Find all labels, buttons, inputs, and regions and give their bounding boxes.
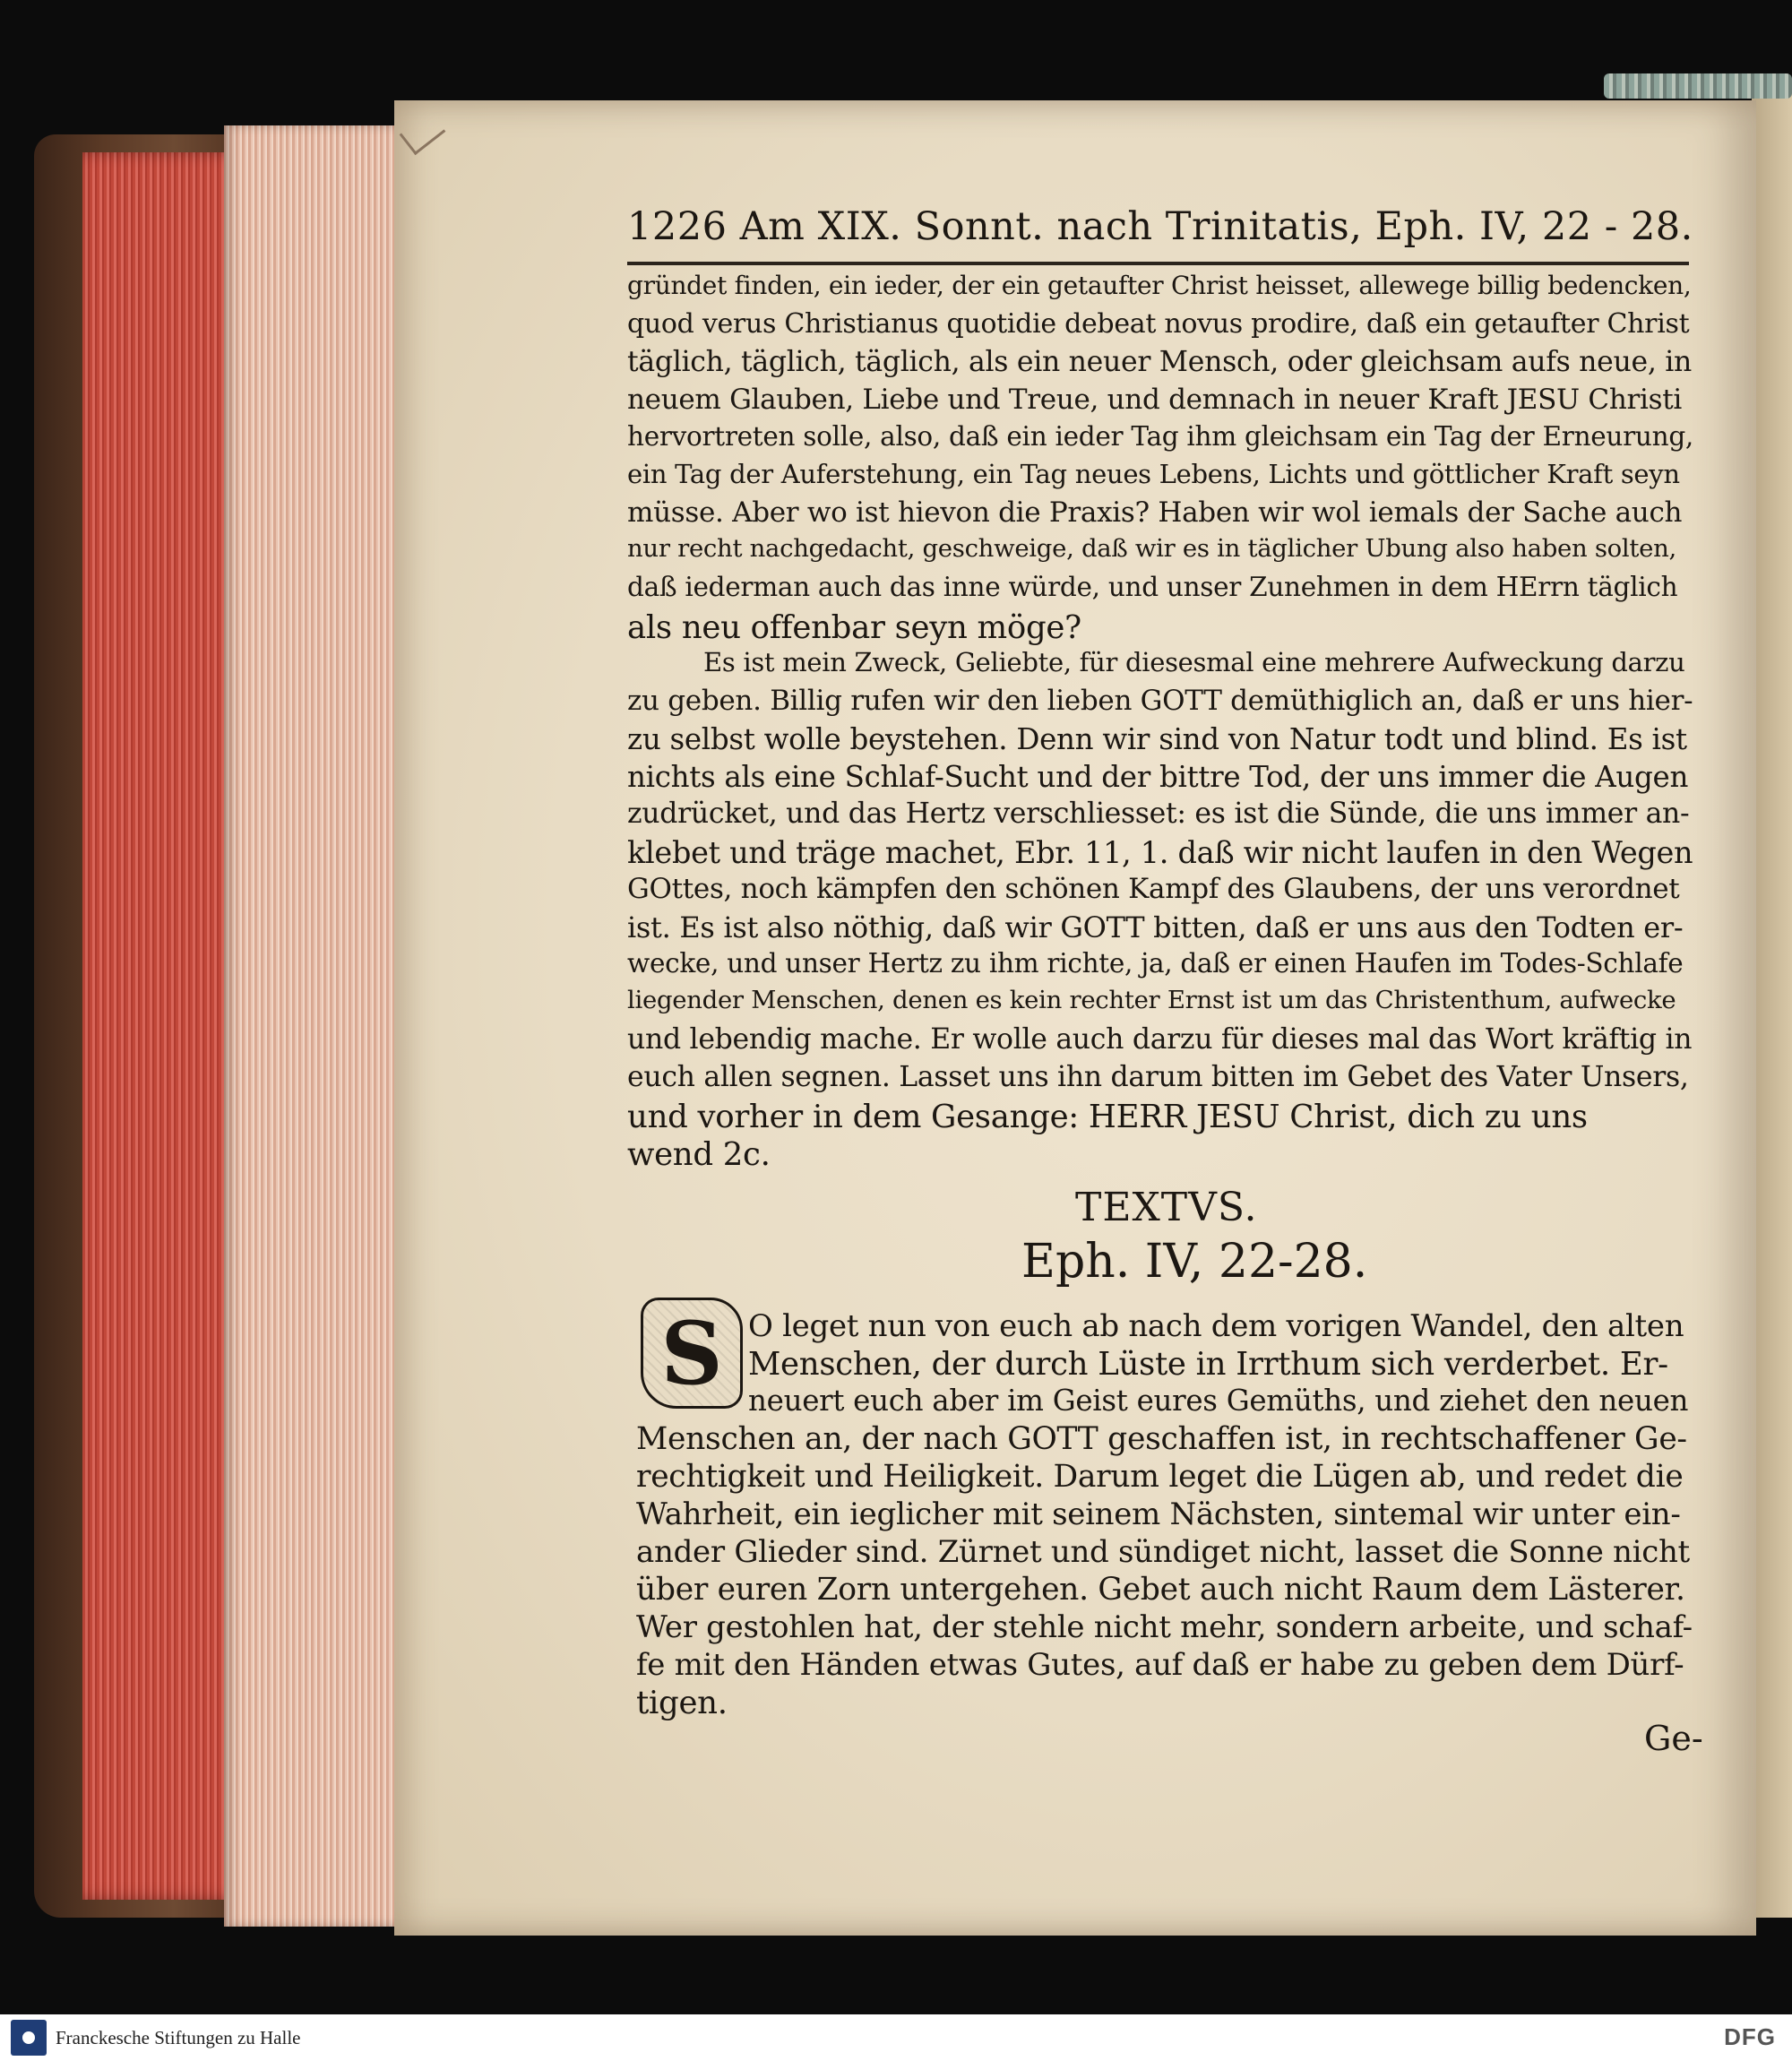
textus-line: Wahrheit, ein ieglicher mit seinem Nächsten, sintemal wir unter ein- xyxy=(636,1496,1681,1532)
textus-reference: Eph. IV, 22-28. xyxy=(1021,1235,1368,1289)
body-line: daß iederman auch das inne würde, und unser Zunehmen in dem HErrn täglich xyxy=(627,572,1678,602)
textus-line: tigen. xyxy=(636,1685,728,1721)
body-line: und lebendig mache. Er wolle auch darzu für dieses mal das Wort kräftig in xyxy=(627,1023,1693,1056)
textus-line: Wer gestohlen hat, der stehle nicht mehr, sondern arbeite, und schaf- xyxy=(636,1609,1693,1645)
body-line: GOttes, noch kämpfen den schönen Kampf des Glaubens, der uns verordnet xyxy=(627,873,1680,905)
textus-line: über euren Zorn untergehen. Gebet auch nicht Raum dem Lästerer. xyxy=(636,1572,1685,1608)
body-line: gründet finden, ein ieder, der ein getaufter Christ heisset, allewege billig bedencken, xyxy=(627,271,1692,300)
textus-line: fe mit den Händen etwas Gutes, auf daß er habe zu geben dem Dürf- xyxy=(636,1647,1684,1683)
textus-heading: TEXTVS. xyxy=(1075,1185,1258,1230)
body-line: müsse. Aber wo ist hievon die Praxis? Haben wir wol iemals der Sache auch xyxy=(627,496,1683,529)
header-rule xyxy=(627,262,1689,265)
textus-line: O leget nun von euch ab nach dem vorigen Wandel, den alten xyxy=(748,1308,1684,1344)
footer-bar xyxy=(0,2014,1792,2061)
textus-line: Menschen an, der nach GOTT geschaffen ist, in rechtschaffener Ge- xyxy=(636,1421,1687,1457)
dfg-badge: DFG xyxy=(1724,2023,1776,2050)
textus-line: neuert euch aber im Geist eures Gemüths, und ziehet den neuen xyxy=(748,1384,1689,1418)
body-line: zudrücket, und das Hertz verschliesset: es ist die Sünde, die uns immer an- xyxy=(627,798,1690,830)
page-edges xyxy=(224,125,403,1927)
textus-line: ander Glieder sind. Zürnet und sündiget nicht, lasset die Sonne nicht xyxy=(636,1534,1690,1570)
body-line: wecke, und unser Hertz zu ihm richte, ja, daß er einen Haufen im Todes-Schlafe xyxy=(627,948,1684,979)
body-line: liegender Menschen, denen es kein rechter Ernst ist um das Christenthum, aufwecke xyxy=(627,986,1676,1014)
body-line: täglich, täglich, täglich, als ein neuer Mensch, oder gleichsam aufs neue, in xyxy=(627,346,1693,378)
body-line: hervortreten solle, also, daß ein ieder Tag ihm gleichsam ein Tag der Erneurung, xyxy=(627,421,1693,452)
book-spine xyxy=(1604,73,1792,99)
page-edges-red xyxy=(82,152,244,1900)
institution-logo-icon xyxy=(11,2020,47,2056)
body-line: wend 2c. xyxy=(627,1136,771,1173)
body-line: quod verus Christianus quotidie debeat novus prodire, daß ein getaufter Christ xyxy=(627,308,1690,340)
body-line: klebet und träge machet, Ebr. 11, 1. daß wir nicht laufen in den Wegen xyxy=(627,835,1693,870)
facing-page-edge xyxy=(1752,90,1792,1918)
body-line: nichts als eine Schlaf-Sucht und der bittre Tod, der uns immer die Augen xyxy=(627,760,1689,794)
decorated-initial: S xyxy=(641,1298,743,1409)
body-line: ist. Es ist also nöthig, daß wir GOTT bitten, daß er uns aus den Todten er- xyxy=(627,910,1684,944)
body-line: Es ist mein Zweck, Geliebte, für diesesmal eine mehrere Aufweckung darzu xyxy=(703,647,1685,677)
textus-line: Menschen, der durch Lüste in Irrthum sich verderbet. Er- xyxy=(748,1346,1668,1383)
body-line: als neu offenbar seyn möge? xyxy=(627,609,1081,646)
body-line: euch allen segnen. Lasset uns ihn darum bitten im Gebet des Vater Unsers, xyxy=(627,1061,1689,1093)
institution-name: Franckesche Stiftungen zu Halle xyxy=(56,2027,301,2048)
body-line: zu geben. Billig rufen wir den lieben GOTT demüthiglich an, daß er uns hier- xyxy=(627,685,1693,717)
running-header: 1226 Am XIX. Sonnt. nach Trinitatis, Eph. IV, 22 - 28. xyxy=(627,204,1693,249)
body-line: ein Tag der Auferstehung, ein Tag neues Lebens, Lichts und göttlicher Kraft seyn xyxy=(627,459,1680,489)
textus-line: rechtigkeit und Heiligkeit. Darum leget die Lügen ab, und redet die xyxy=(636,1459,1684,1495)
body-line: zu selbst wolle beystehen. Denn wir sind von Natur todt und blind. Es ist xyxy=(627,722,1687,756)
body-line: nur recht nachgedacht, geschweige, daß wir es in täglicher Ubung also haben solten, xyxy=(627,534,1677,563)
body-line: und vorher in dem Gesange: HERR JESU Christ, dich zu uns xyxy=(627,1099,1588,1135)
catchword: Ge- xyxy=(1644,1719,1703,1758)
body-line: neuem Glauben, Liebe und Treue, und demnach in neuer Kraft JESU Christi xyxy=(627,384,1683,416)
